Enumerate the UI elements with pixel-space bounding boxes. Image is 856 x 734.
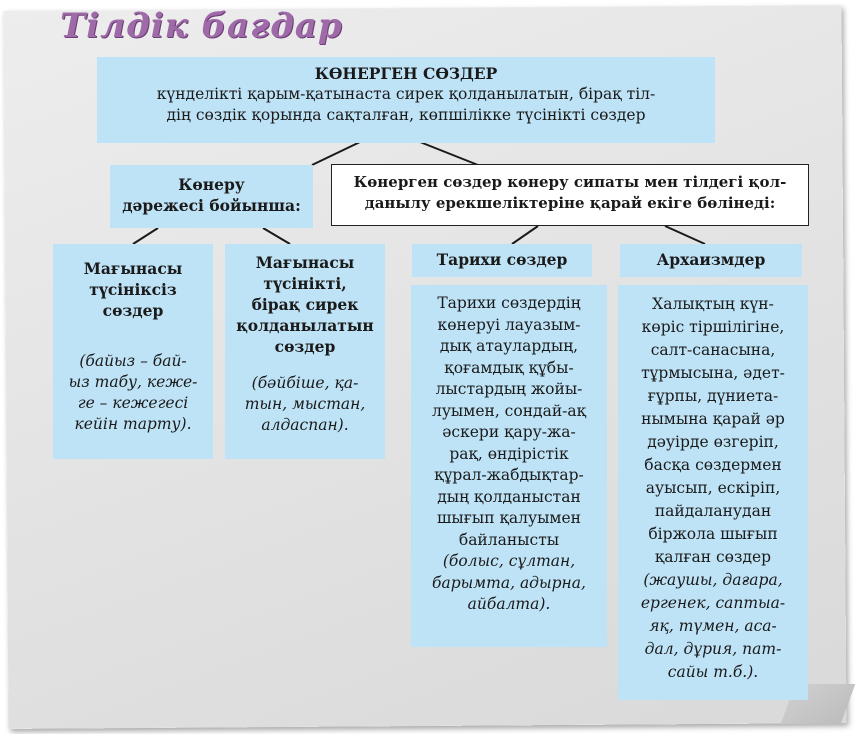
clear-title-4: қолданылатын (236, 316, 374, 335)
archaisms-body-line: ауысып, ескіріп, (645, 479, 781, 497)
archaisms-body-line: басқа сөздермен (644, 456, 782, 474)
unclear-title-1: Мағынасы (83, 259, 183, 278)
archaisms-body-line: нымына қарай әр (641, 410, 785, 428)
archaisms-example-line: дал, дұрия, пат- (644, 640, 782, 658)
archaisms-example-line: ергенек, саптыа- (640, 594, 786, 612)
historic-body-line: рақ, өндірістік (449, 444, 569, 463)
connector-main-division (420, 142, 478, 165)
connector-division-archaisms (665, 226, 705, 244)
archaisms-body-line: біржола шығып (648, 525, 778, 543)
unclear-title-3: сөздер (102, 301, 164, 320)
division-line-2: данылу ерекшеліктеріне қарай екіге бөлінеді: (364, 194, 776, 212)
clear-words-box (225, 244, 385, 459)
clear-example-3: алдаспан). (261, 416, 349, 434)
main-line-1: күнделікті қарым-қатынаста сирек қолданылатын, бірақ тіл- (156, 85, 656, 103)
main-title: КӨНЕРГЕН СӨЗДЕР (314, 64, 498, 83)
archaisms-body-line: Халықтың күн- (652, 295, 774, 313)
section-heading: Тілдік бағдар (60, 6, 343, 46)
archaisms-body-line: көріс тіршілігіне, (641, 318, 785, 336)
degree-line-1: Көнеру (178, 175, 245, 194)
unclear-example-2: ыз табу, кеже- (68, 373, 198, 391)
historic-body-line: шығып қалуымен (437, 509, 581, 527)
archaisms-title-box (620, 244, 802, 277)
clear-title-5: сөздер (274, 337, 336, 356)
historic-body-line: байланысты (458, 530, 560, 549)
historic-body-line: көнеруі лауазым- (437, 315, 581, 334)
historic-example-line: барымта, адырна, (432, 573, 586, 592)
archaisms-example-line: (жаушы, дағара, (643, 571, 783, 589)
archaisms-body-line: дәуірде өзгеріп, (647, 433, 779, 451)
unclear-example-1: (байыз – бай- (79, 352, 187, 370)
clear-title-1: Мағынасы (255, 253, 355, 272)
historic-body-line: луымен, сондай-ақ (431, 401, 587, 420)
historic-example-line: (болыс, сұлтан, (442, 552, 576, 570)
connector-main-degree (312, 142, 360, 165)
historic-body-box (411, 285, 607, 647)
main-line-2: дің сөздік қорында сақталған, көпшілікке түсінікті сөздер (166, 106, 646, 124)
connector-degree-unclear (133, 228, 158, 244)
degree-box (110, 165, 313, 228)
archaisms-body-line: салт-санасына, (650, 341, 776, 359)
unclear-example-4: кейін тарту). (74, 415, 192, 433)
division-line-1: Көнерген сөздер көнеру сипаты мен тілдегі қол- (353, 173, 787, 191)
historic-body-line: құрал-жабдықтар- (434, 466, 584, 484)
main-definition-box (97, 57, 715, 143)
degree-line-2: дәрежесі бойынша: (122, 196, 301, 215)
clear-title-3: бірақ сирек (251, 295, 359, 314)
clear-title-2: түсінікті, (263, 274, 347, 293)
historic-body-line: Тарихи сөздердің (437, 294, 581, 312)
unclear-words-box (53, 244, 213, 459)
connector-degree-clear (263, 228, 290, 244)
division-box (331, 164, 809, 226)
connector-division-historic (512, 226, 538, 244)
archaisms-body-line: қалған сөздер (654, 548, 772, 566)
unclear-title-2: түсініксіз (89, 280, 177, 299)
archaisms-example-line: сайы т.б.). (667, 663, 759, 681)
historic-body-line: лыстардың жойы- (435, 380, 583, 398)
archaisms-body-box (618, 285, 808, 700)
historic-body-line: дың қолданыстан (437, 487, 581, 506)
archaisms-example-line: яқ, түмен, аса- (649, 617, 777, 635)
archaisms-body-line: тұрмысына, әдет- (641, 364, 785, 382)
historic-body-line: дық атаулардың, (439, 337, 579, 355)
archaisms-title: Архаизмдер (656, 250, 766, 269)
archaisms-body-line: пайдаланудан (654, 502, 772, 520)
clear-example-2: тын, мыстан, (244, 395, 366, 413)
historic-body-line: қоғамдық құбы- (444, 358, 574, 377)
historic-body-line: әскери қару-жа- (442, 423, 576, 441)
clear-example-1: (бәйбіше, қа- (251, 374, 359, 392)
historic-title: Тарихи сөздер (436, 250, 568, 269)
historic-example-line: айбалта). (467, 595, 551, 613)
archaisms-body-line: ғұрпы, дүниета- (647, 387, 779, 405)
unclear-example-3: ге – кежегесі (77, 394, 189, 412)
historic-title-box (412, 244, 592, 277)
